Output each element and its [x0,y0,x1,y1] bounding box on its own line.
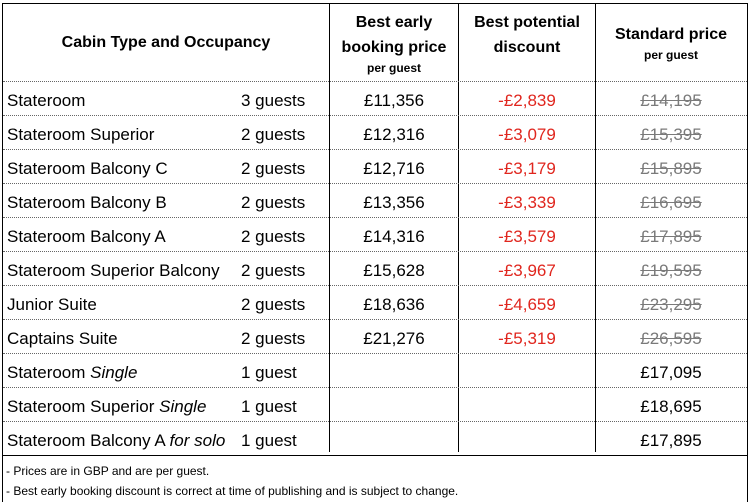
header-discount-line2: discount [493,39,561,56]
standard-price: £23,295 [640,295,702,314]
early-price: £14,316 [363,227,425,246]
early-price: £12,316 [363,125,425,144]
table-row [3,356,747,390]
early-price: £15,628 [363,261,425,280]
table-row [3,288,747,322]
occupancy: 3 guests [241,91,306,110]
discount: -£2,839 [498,91,556,110]
cabin-name: Stateroom Single [7,363,138,382]
discount [459,356,595,390]
table-row [3,322,747,356]
early-price [330,356,458,390]
header-discount-line1: Best potential [474,14,580,31]
occupancy: 1 guest [241,363,297,382]
cabin-name: Stateroom Superior Balcony [7,261,220,280]
discount: -£3,179 [498,159,556,178]
discount: -£3,079 [498,125,556,144]
header-cabin [3,4,329,81]
occupancy: 1 guest [241,397,297,416]
occupancy: 2 guests [241,125,306,144]
discount: -£3,579 [498,227,556,246]
standard-price: £15,895 [640,159,702,178]
pricing-table [2,3,748,502]
table-row [3,254,747,288]
occupancy: 2 guests [241,159,306,178]
discount: -£3,967 [498,261,556,280]
cabin-name: Stateroom Balcony A [7,227,166,246]
table-row [3,84,747,118]
discount: -£5,319 [498,329,556,348]
discount: -£4,659 [498,295,556,314]
table-row [3,220,747,254]
standard-price: £14,195 [640,91,702,110]
header-cabin-label: Cabin Type and Occupancy [61,34,271,51]
early-price: £21,276 [363,329,425,348]
discount [459,390,595,424]
early-price: £13,356 [363,193,425,212]
table-row [3,152,747,186]
cabin-name: Stateroom [7,91,86,110]
standard-price: £26,595 [640,329,702,348]
standard-price: £17,095 [640,363,702,382]
header-standard-price [596,4,746,81]
occupancy: 2 guests [241,193,306,212]
cabin-name: Stateroom Superior [7,125,155,144]
cabin-name: Stateroom Balcony A for solo [7,431,226,450]
occupancy: 1 guest [241,431,297,450]
cabin-name: Stateroom Balcony B [7,193,167,212]
occupancy: 2 guests [241,329,306,348]
discount [459,424,595,458]
early-price: £11,356 [363,91,425,110]
occupancy: 2 guests [241,295,306,314]
early-price: £18,636 [363,295,425,314]
cabin-name: Stateroom Superior Single [7,397,207,416]
early-price: £12,716 [363,159,425,178]
footnote: - Best early booking discount is correct at time of publishing and is subject to change. [6,484,459,498]
standard-price: £16,695 [640,193,702,212]
table-row [3,186,747,220]
early-price [330,390,458,424]
standard-price: £15,395 [640,125,702,144]
header-early-line1: Best early [355,13,433,31]
table-row [3,118,747,152]
cabin-name: Captains Suite [7,329,118,348]
early-price [330,424,458,458]
header-standard-line1: Standard price [614,26,728,43]
header-early-line2: booking price [341,38,447,56]
table-row [3,390,747,424]
header-early-sub: per guest [366,60,421,75]
standard-price: £17,895 [640,431,702,450]
row-separator [3,81,747,82]
occupancy: 2 guests [241,261,306,280]
standard-price: £17,895 [640,227,702,246]
header-discount [459,4,595,81]
header-standard-sub: per guest [643,48,698,62]
footnote: - Prices are in GBP and are per guest. [6,464,210,478]
cabin-name: Stateroom Balcony C [7,159,168,178]
header-early-price [330,4,458,81]
discount: -£3,339 [498,193,556,212]
cabin-name: Junior Suite [7,295,97,314]
standard-price: £19,595 [640,261,702,280]
occupancy: 2 guests [241,227,306,246]
standard-price: £18,695 [640,397,702,416]
table-row [3,424,747,458]
